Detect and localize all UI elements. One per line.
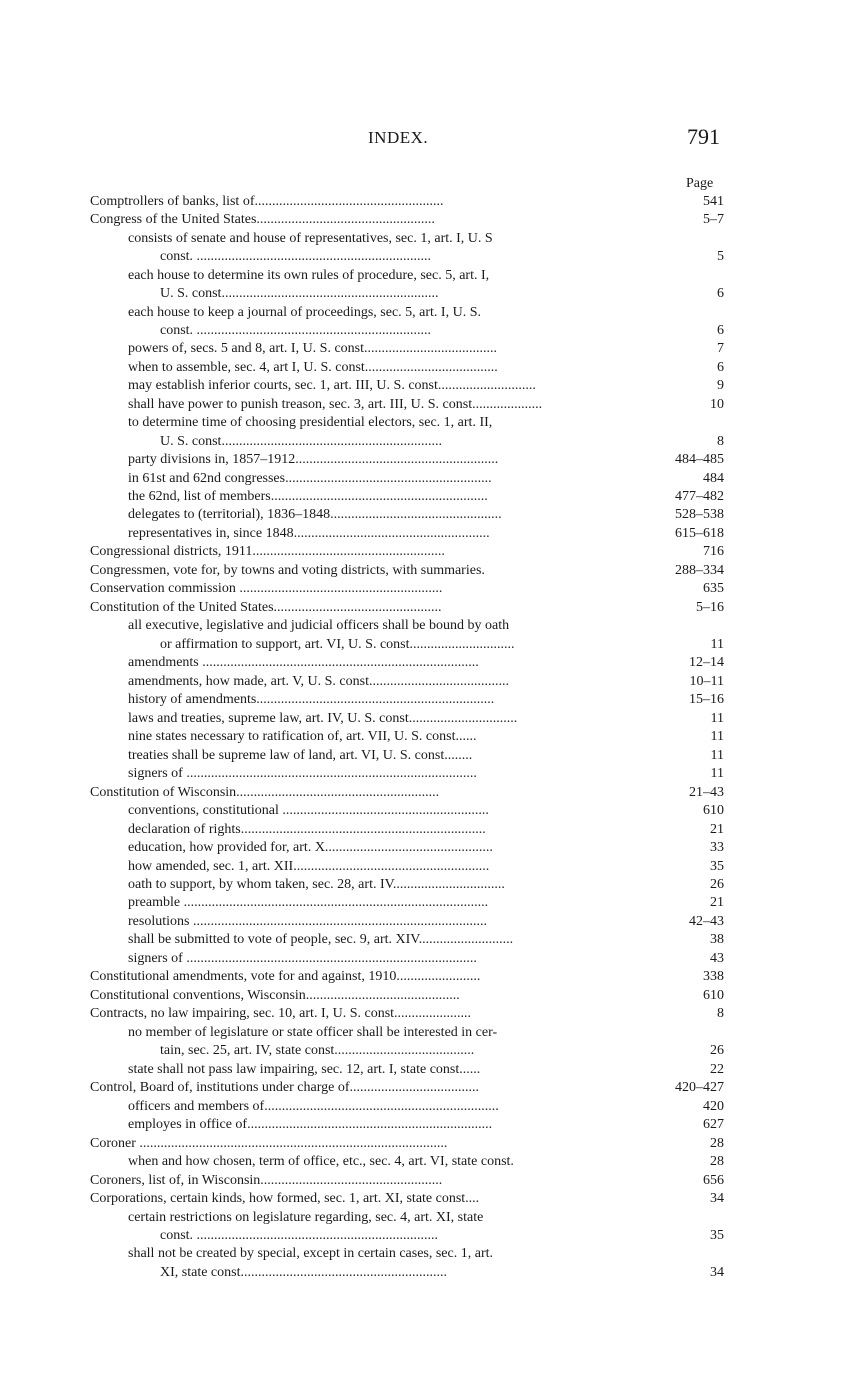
entry-line: officers and members of................................................................... bbox=[128, 1098, 499, 1114]
entry-text bbox=[90, 1209, 658, 1246]
entry-page-ref: 21–43 bbox=[689, 784, 724, 800]
entry-text bbox=[90, 710, 658, 728]
entry-page-ref: 21 bbox=[710, 821, 724, 837]
index-subentry bbox=[90, 1061, 730, 1079]
entry-page-ref: 22 bbox=[710, 1061, 724, 1077]
entry-line: Conservation commission .......................................................... bbox=[90, 581, 443, 597]
entry-line: conventions, constitutional ........................................................... bbox=[128, 803, 489, 819]
entry-page-ref: 541 bbox=[703, 194, 724, 209]
entry-text bbox=[90, 1172, 658, 1190]
entry-text bbox=[90, 654, 658, 672]
index-subentry bbox=[90, 451, 730, 469]
index-subentry bbox=[90, 396, 730, 414]
index-subentry bbox=[90, 913, 730, 931]
entry-line: certain restrictions on legislature regarding, sec. 4, art. XI, state bbox=[128, 1209, 484, 1225]
entry-line: Congress of the United States................................................... bbox=[90, 212, 435, 228]
entry-page-ref: 484 bbox=[703, 470, 724, 486]
entry-line: preamble ....................................................................................... bbox=[128, 895, 489, 911]
index-subentry bbox=[90, 1153, 730, 1171]
index-subentry bbox=[90, 858, 730, 876]
entry-line: Congressional districts, 1911....................................................... bbox=[90, 544, 445, 560]
index-subentry bbox=[90, 673, 730, 691]
index-entry bbox=[90, 1135, 730, 1153]
entry-text bbox=[90, 1024, 658, 1061]
entry-text bbox=[90, 765, 658, 783]
entry-page-ref: 34 bbox=[710, 1191, 724, 1207]
entry-continuation-line: or affirmation to support, art. VI, U. S. const.............................. bbox=[160, 636, 515, 652]
entry-text bbox=[90, 1135, 658, 1153]
entry-line: consists of senate and house of representatives, sec. 1, art. I, U. S bbox=[128, 230, 493, 246]
entry-line: Constitutional conventions, Wisconsin............................................ bbox=[90, 987, 460, 1003]
entry-line: may establish inferior courts, sec. 1, art. III, U. S. const............................ bbox=[128, 378, 536, 394]
entry-text bbox=[90, 913, 658, 931]
entry-line: employes in office of...................................................................... bbox=[128, 1117, 493, 1133]
entry-text bbox=[90, 1079, 658, 1097]
entry-page-ref: 35 bbox=[710, 858, 724, 874]
entry-page-ref: 635 bbox=[703, 581, 724, 597]
entry-page-ref: 610 bbox=[703, 803, 724, 819]
entry-line: each house to determine its own rules of procedure, sec. 5, art. I, bbox=[128, 267, 490, 283]
entry-line: shall have power to punish treason, sec. 3, art. III, U. S. const.................... bbox=[128, 396, 543, 412]
index-entry bbox=[90, 1190, 730, 1208]
page-number: 791 bbox=[687, 124, 720, 149]
entry-text bbox=[90, 931, 658, 949]
entry-line: Control, Board of, institutions under charge of..................................... bbox=[90, 1080, 479, 1096]
entry-page-ref: 8 bbox=[717, 433, 724, 449]
index-subentry bbox=[90, 488, 730, 506]
entry-page-ref: 11 bbox=[710, 747, 724, 763]
entry-text bbox=[90, 562, 658, 580]
index-subentry bbox=[90, 1245, 730, 1282]
entry-line: treaties shall be supreme law of land, art. VI, U. S. const........ bbox=[128, 747, 473, 763]
entry-page-ref: 288–334 bbox=[675, 562, 724, 578]
entry-text bbox=[90, 1098, 658, 1116]
entry-line: laws and treaties, supreme law, art. IV, U. S. const............................... bbox=[128, 710, 518, 726]
entry-page-ref: 38 bbox=[710, 932, 724, 948]
entry-line: education, how provided for, art. X................................................ bbox=[128, 840, 493, 856]
index-subentry bbox=[90, 525, 730, 543]
index-subentry bbox=[90, 802, 730, 820]
entry-text bbox=[90, 821, 658, 839]
entry-line: signers of ................................................................................... bbox=[128, 950, 477, 966]
entry-page-ref: 420 bbox=[703, 1098, 724, 1114]
entry-page-ref: 12–14 bbox=[689, 655, 724, 671]
index-entry bbox=[90, 968, 730, 986]
entry-continuation-line: const. ..................................................................... bbox=[160, 1227, 439, 1243]
entry-page-ref: 11 bbox=[710, 636, 724, 652]
index-entry bbox=[90, 543, 730, 561]
entry-text bbox=[90, 506, 658, 524]
index-subentry bbox=[90, 470, 730, 488]
entry-page-ref: 627 bbox=[703, 1117, 724, 1133]
entry-line: Contracts, no law impairing, sec. 10, art. I, U. S. const...................... bbox=[90, 1006, 472, 1022]
entry-text bbox=[90, 543, 658, 561]
entry-continuation-line: const. ................................................................... bbox=[160, 249, 432, 265]
entry-line: amendments ............................................................................... bbox=[128, 655, 479, 671]
entry-page-ref: 6 bbox=[717, 359, 724, 375]
entry-text bbox=[90, 193, 658, 211]
entry-line: each house to keep a journal of proceedings, sec. 5, art. I, U. S. bbox=[128, 304, 481, 320]
entry-page-ref: 338 bbox=[703, 969, 724, 985]
index-subentry bbox=[90, 691, 730, 709]
entry-text bbox=[90, 580, 658, 598]
entry-page-ref: 8 bbox=[717, 1006, 724, 1022]
entry-text bbox=[90, 525, 658, 543]
entry-page-ref: 10–11 bbox=[689, 673, 724, 689]
index-entry bbox=[90, 784, 730, 802]
entry-line: resolutions .................................................................................... bbox=[128, 913, 487, 929]
index-subentry bbox=[90, 1116, 730, 1134]
entry-line: amendments, how made, art. V, U. S. const........................................ bbox=[128, 673, 509, 689]
index-subentry bbox=[90, 894, 730, 912]
index-entry bbox=[90, 987, 730, 1005]
entry-page-ref: 28 bbox=[710, 1135, 724, 1151]
index-subentry bbox=[90, 821, 730, 839]
entry-line: Corporations, certain kinds, how formed, sec. 1, art. XI, state const.... bbox=[90, 1191, 480, 1207]
entry-line: state shall not pass law impairing, sec. 12, art. I, state const...... bbox=[128, 1061, 481, 1077]
index-subentry bbox=[90, 765, 730, 783]
entry-page-ref: 11 bbox=[710, 766, 724, 782]
entry-page-ref: 6 bbox=[717, 286, 724, 302]
entry-line: Coroners, list of, in Wisconsin.................................................... bbox=[90, 1172, 443, 1188]
entry-text bbox=[90, 673, 658, 691]
entry-line: Constitution of the United States................................................ bbox=[90, 599, 442, 615]
index-subentry bbox=[90, 950, 730, 968]
index-entry bbox=[90, 1005, 730, 1023]
entry-page-ref: 420–427 bbox=[675, 1080, 724, 1096]
entry-text bbox=[90, 747, 658, 765]
entry-page-ref: 10 bbox=[710, 396, 724, 412]
entry-page-ref: 42–43 bbox=[689, 913, 724, 929]
entry-text bbox=[90, 876, 658, 894]
entry-text bbox=[90, 691, 658, 709]
entry-text bbox=[90, 230, 658, 267]
entry-page-ref: 7 bbox=[717, 341, 724, 357]
entry-line: no member of legislature or state officer shall be interested in cer- bbox=[128, 1024, 498, 1040]
index-subentry bbox=[90, 340, 730, 358]
entry-line: Constitution of Wisconsin.......................................................... bbox=[90, 784, 440, 800]
entry-page-ref: 26 bbox=[710, 1043, 724, 1059]
entry-text bbox=[90, 858, 658, 876]
entry-text bbox=[90, 802, 658, 820]
running-title: INDEX. bbox=[368, 128, 429, 147]
entry-line: Congressmen, vote for, by towns and voting districts, with summaries. bbox=[90, 562, 485, 578]
entry-text bbox=[90, 894, 658, 912]
entry-page-ref: 28 bbox=[710, 1154, 724, 1170]
entry-text bbox=[90, 359, 658, 377]
entry-text bbox=[90, 470, 658, 488]
index-subentry bbox=[90, 1209, 730, 1246]
entry-page-ref: 9 bbox=[717, 378, 724, 394]
entry-page-ref: 11 bbox=[710, 710, 724, 726]
entry-continuation-line: XI, state const........................................................... bbox=[160, 1264, 447, 1280]
index-subentry bbox=[90, 617, 730, 654]
index-entry bbox=[90, 193, 730, 211]
entry-line: declaration of rights...................................................................... bbox=[128, 821, 486, 837]
entry-text bbox=[90, 1005, 658, 1023]
entry-text bbox=[90, 1245, 658, 1282]
entry-line: when and how chosen, term of office, etc., sec. 4, art. VI, state const. bbox=[128, 1154, 514, 1170]
index-entry bbox=[90, 1172, 730, 1190]
entry-text bbox=[90, 599, 658, 617]
index-subentry bbox=[90, 377, 730, 395]
entry-page-ref: 33 bbox=[710, 840, 724, 856]
index-subentry bbox=[90, 267, 730, 304]
entry-page-ref: 656 bbox=[703, 1172, 724, 1188]
entry-page-ref: 477–482 bbox=[675, 489, 724, 504]
index-subentry bbox=[90, 359, 730, 377]
entry-page-ref: 21 bbox=[710, 895, 724, 911]
entry-text bbox=[90, 784, 658, 802]
entry-line: shall not be created by special, except in certain cases, sec. 1, art. bbox=[128, 1246, 494, 1262]
entry-text bbox=[90, 1153, 658, 1171]
entry-page-ref: 34 bbox=[710, 1264, 724, 1280]
entry-page-ref: 15–16 bbox=[689, 692, 724, 708]
entry-page-ref: 484–485 bbox=[675, 452, 724, 468]
index-entry bbox=[90, 599, 730, 617]
entry-text bbox=[90, 617, 658, 654]
index-subentry bbox=[90, 414, 730, 451]
entry-line: to determine time of choosing presidential electors, sec. 1, art. II, bbox=[128, 415, 493, 431]
entry-line: all executive, legislative and judicial officers shall be bound by oath bbox=[128, 618, 510, 634]
entry-continuation-line: U. S. const.............................................................. bbox=[160, 286, 439, 302]
entry-page-ref: 528–538 bbox=[675, 507, 724, 523]
index-subentry bbox=[90, 1024, 730, 1061]
entry-line: the 62nd, list of members.............................................................. bbox=[128, 489, 488, 504]
entry-page-ref: 5–16 bbox=[696, 599, 724, 615]
entry-text bbox=[90, 267, 658, 304]
entry-line: history of amendments.................................................................... bbox=[128, 692, 495, 708]
entry-text bbox=[90, 211, 658, 229]
entry-text bbox=[90, 377, 658, 395]
entry-continuation-line: U. S. const............................................................... bbox=[160, 433, 442, 449]
index-entry bbox=[90, 580, 730, 598]
index-subentry bbox=[90, 931, 730, 949]
entry-line: how amended, sec. 1, art. XII........................................................ bbox=[128, 858, 490, 874]
entry-text bbox=[90, 414, 658, 451]
index-entry bbox=[90, 1079, 730, 1097]
entry-line: oath to support, by whom taken, sec. 28, art. IV................................ bbox=[128, 876, 505, 892]
page-column-header: Page bbox=[686, 176, 714, 191]
entry-line: Constitutional amendments, vote for and against, 1910........................ bbox=[90, 969, 481, 985]
entry-page-ref: 615–618 bbox=[675, 525, 724, 541]
entry-page-ref: 610 bbox=[703, 987, 724, 1003]
entry-line: shall be submitted to vote of people, sec. 9, art. XIV........................... bbox=[128, 932, 514, 948]
index-subentry bbox=[90, 710, 730, 728]
entry-text bbox=[90, 1061, 658, 1079]
entry-text bbox=[90, 968, 658, 986]
index-entry bbox=[90, 211, 730, 229]
entry-text bbox=[90, 396, 658, 414]
entry-page-ref: 6 bbox=[717, 322, 724, 338]
entry-text bbox=[90, 839, 658, 857]
index-subentry bbox=[90, 876, 730, 894]
index-entries bbox=[90, 193, 730, 1282]
entry-page-ref: 11 bbox=[710, 729, 724, 745]
entry-line: representatives in, since 1848........................................................ bbox=[128, 525, 490, 541]
entry-text bbox=[90, 451, 658, 469]
index-subentry bbox=[90, 506, 730, 524]
entry-text bbox=[90, 304, 658, 341]
entry-continuation-line: tain, sec. 25, art. IV, state const........................................ bbox=[160, 1043, 475, 1059]
entry-text bbox=[90, 1116, 658, 1134]
entry-page-ref: 5 bbox=[717, 249, 724, 265]
index-subentry bbox=[90, 230, 730, 267]
entry-line: Coroner ........................................................................................ bbox=[90, 1135, 448, 1151]
entry-line: signers of ................................................................................... bbox=[128, 766, 477, 782]
index-subentry bbox=[90, 728, 730, 746]
entry-page-ref: 26 bbox=[710, 876, 724, 892]
entry-line: when to assemble, sec. 4, art I, U. S. const...................................... bbox=[128, 359, 498, 375]
index-subentry bbox=[90, 1098, 730, 1116]
entry-line: Comptrollers of banks, list of...................................................... bbox=[90, 194, 444, 209]
entry-line: nine states necessary to ratification of, art. VII, U. S. const...... bbox=[128, 729, 477, 745]
index-subentry bbox=[90, 747, 730, 765]
entry-text bbox=[90, 340, 658, 358]
entry-line: powers of, secs. 5 and 8, art. I, U. S. const...................................... bbox=[128, 341, 498, 357]
entry-page-ref: 5–7 bbox=[703, 212, 724, 228]
entry-line: delegates to (territorial), 1836–1848................................................. bbox=[128, 507, 502, 523]
entry-text bbox=[90, 488, 658, 506]
index-entry bbox=[90, 562, 730, 580]
index-subentry bbox=[90, 839, 730, 857]
entry-line: in 61st and 62nd congresses........................................................... bbox=[128, 470, 492, 486]
entry-page-ref: 35 bbox=[710, 1227, 724, 1243]
entry-text bbox=[90, 1190, 658, 1208]
entry-continuation-line: const. ................................................................... bbox=[160, 322, 432, 338]
entry-page-ref: 43 bbox=[710, 950, 724, 966]
entry-text bbox=[90, 987, 658, 1005]
entry-line: party divisions in, 1857–1912.......................................................... bbox=[128, 452, 499, 468]
entry-text bbox=[90, 728, 658, 746]
index-subentry bbox=[90, 654, 730, 672]
entry-text bbox=[90, 950, 658, 968]
index-subentry bbox=[90, 304, 730, 341]
entry-page-ref: 716 bbox=[703, 544, 724, 560]
